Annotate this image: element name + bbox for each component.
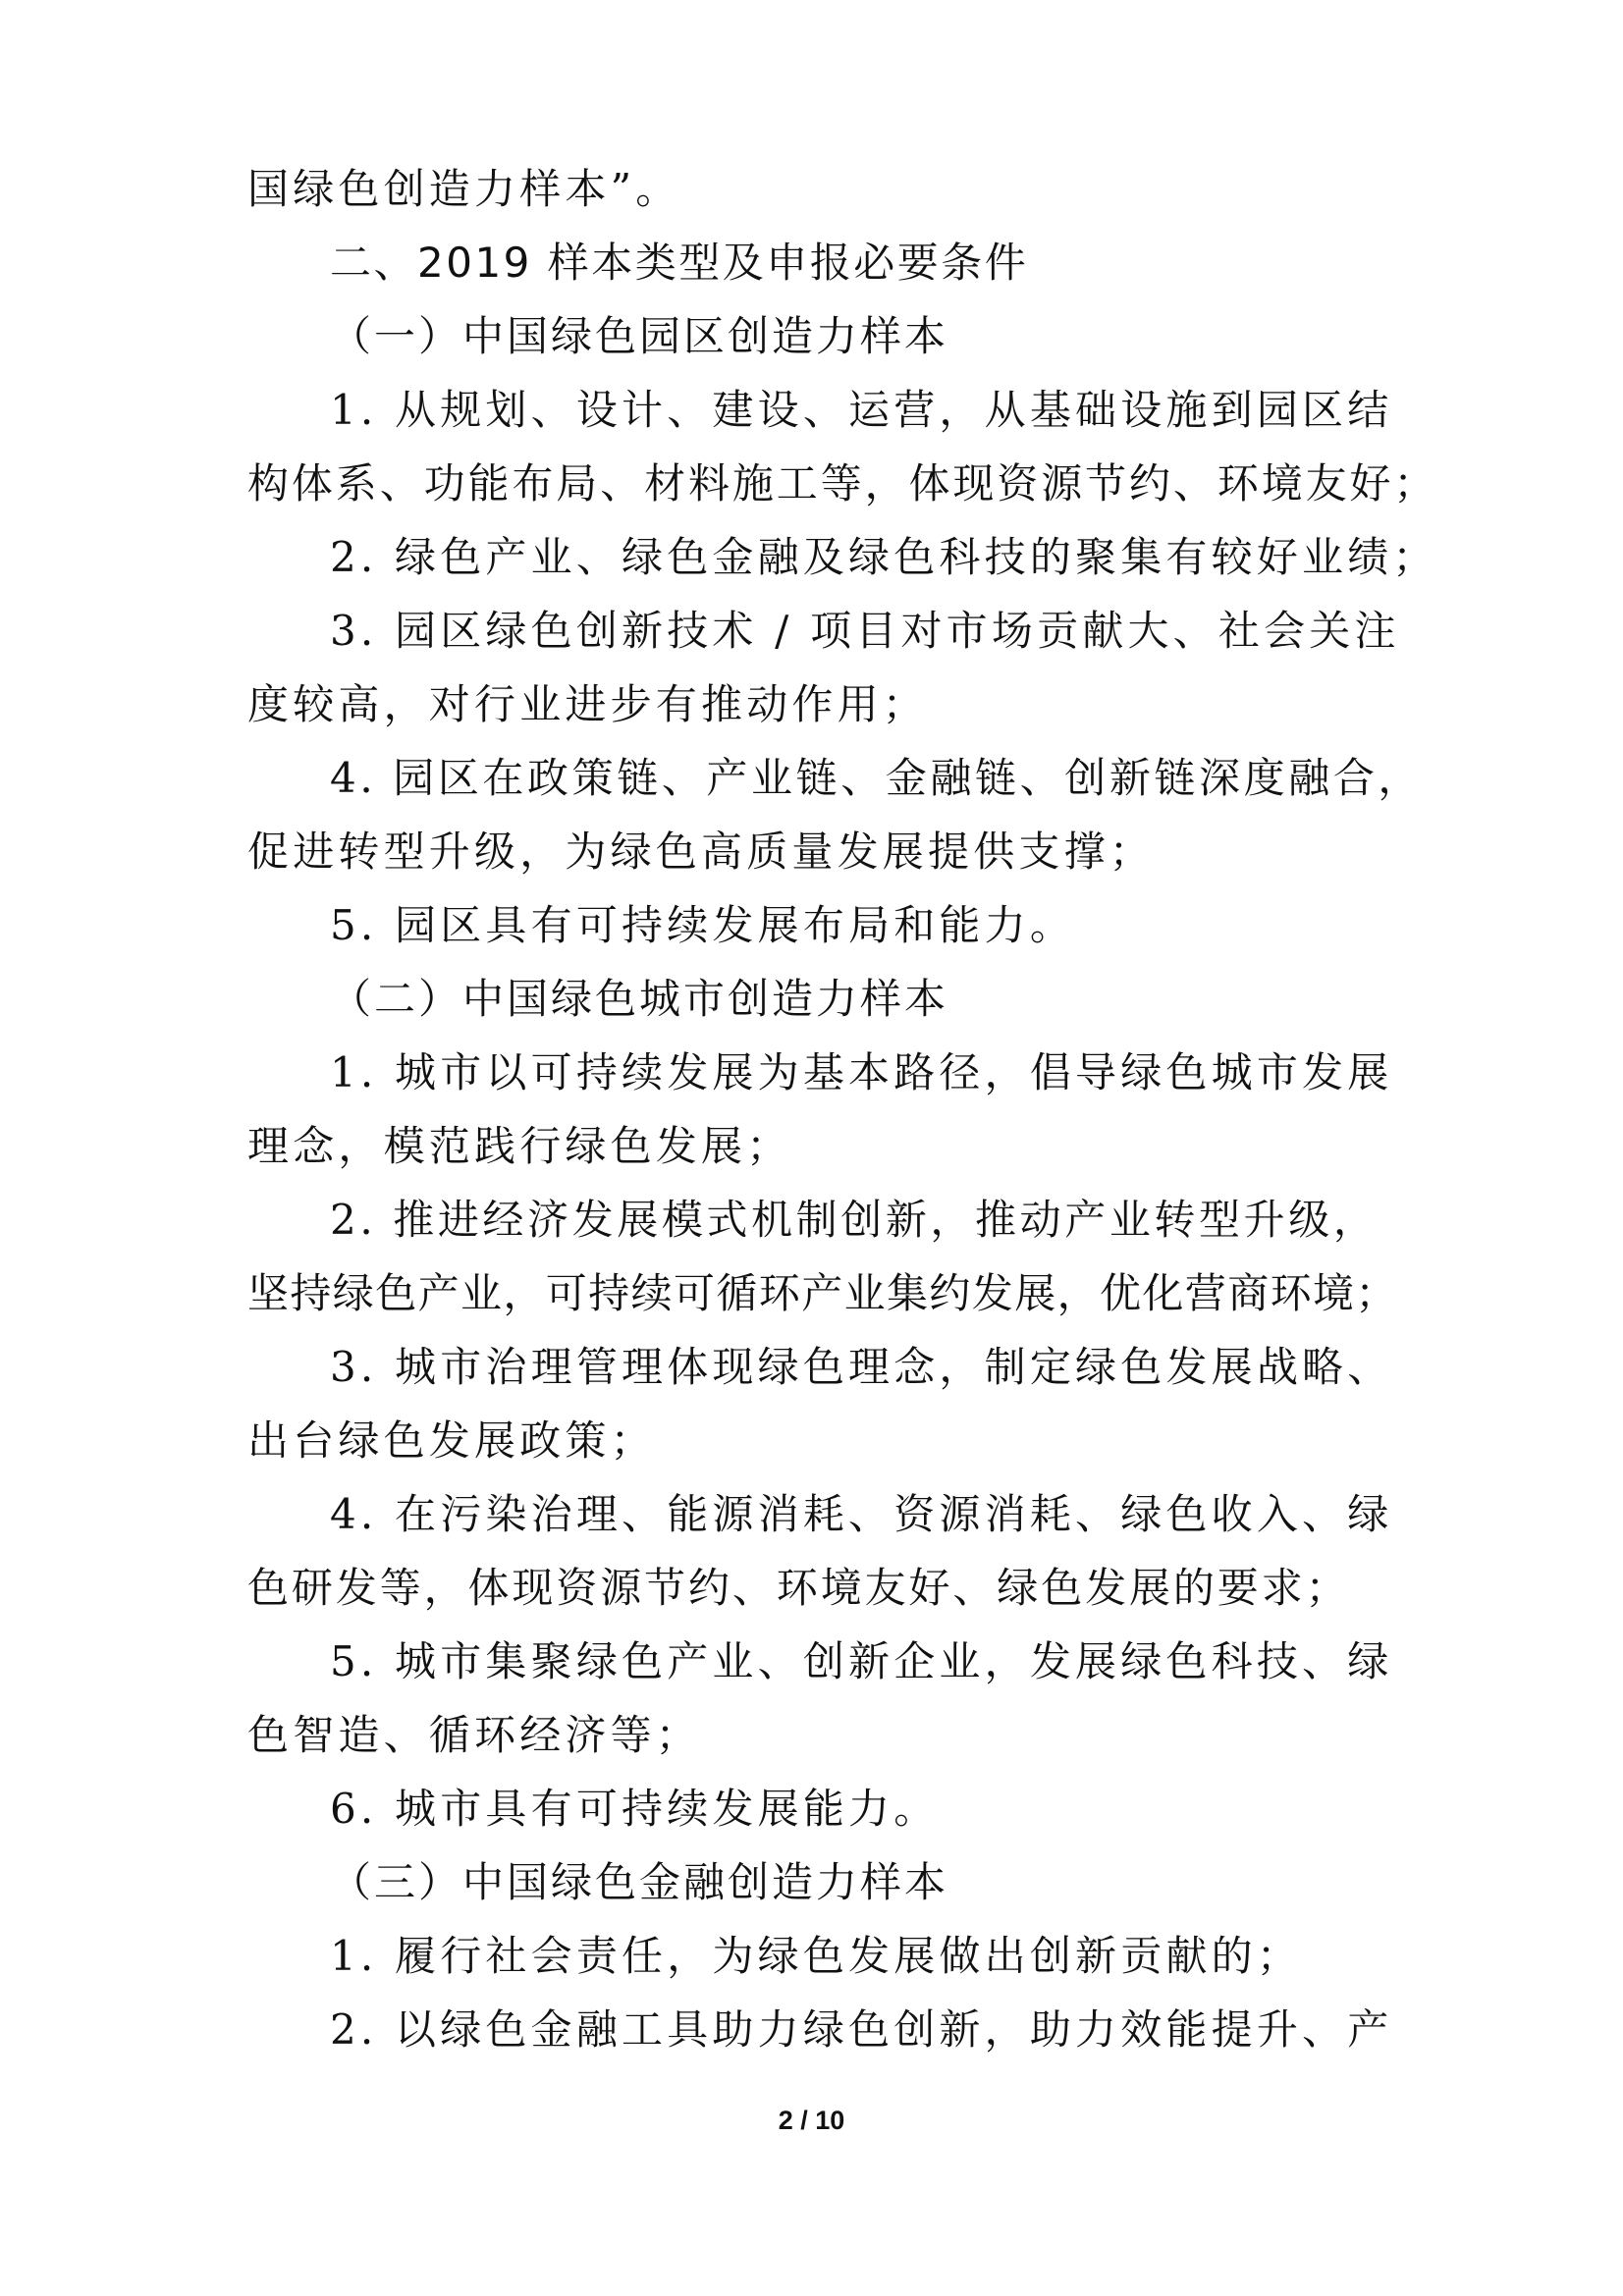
list-item: 6. 城市具有可持续发展能力。	[330, 1785, 940, 1833]
text-line: 坚持绿色产业，可持续可循环产业集约发展，优化营商环境；	[247, 1269, 1398, 1317]
subsection-heading: （三）中国绿色金融创造力样本	[330, 1858, 949, 1906]
text-line: 促进转型升级，为绿色高质量发展提供支撑；	[247, 828, 1156, 876]
list-item: 5. 城市集聚绿色产业、创新企业，发展绿色科技、绿	[330, 1637, 1393, 1685]
section-heading: 二、2019 样本类型及申报必要条件	[330, 239, 1029, 287]
list-item: 2. 以绿色金融工具助力绿色创新，助力效能提升、产	[330, 2005, 1393, 2054]
text-line: 色研发等，体现资源节约、环境友好、绿色发展的要求；	[247, 1564, 1350, 1612]
list-item: 3. 园区绿色创新技术 / 项目对市场贡献大、社会关注	[330, 607, 1400, 655]
list-item: 2. 绿色产业、绿色金融及绿色科技的聚集有较好业绩；	[330, 533, 1438, 581]
text-line: 度较高，对行业进步有推动作用；	[247, 680, 929, 728]
list-item: 5. 园区具有可持续发展布局和能力。	[330, 901, 1076, 949]
text-line: 理念，模范践行绿色发展；	[247, 1122, 792, 1170]
subsection-heading: （二）中国绿色城市创造力样本	[330, 975, 949, 1023]
list-item: 1. 履行社会责任，为绿色发展做出创新贡献的；	[330, 1932, 1303, 1980]
text-line: 出台绿色发展政策；	[247, 1416, 656, 1465]
list-item: 1. 从规划、设计、建设、运营，从基础设施到园区结	[330, 386, 1393, 434]
list-item: 1. 城市以可持续发展为基本路径，倡导绿色城市发展	[330, 1048, 1393, 1096]
text-line: 构体系、功能布局、材料施工等，体现资源节约、环境友好；	[247, 459, 1438, 507]
text-line: 国绿色创造力样本”。	[247, 165, 681, 213]
subsection-heading: （一）中国绿色园区创造力样本	[330, 312, 949, 360]
page-number: 2 / 10	[778, 2106, 845, 2135]
list-item: 4. 园区在政策链、产业链、金融链、创新链深度融合，	[330, 754, 1424, 802]
text-line: 色智造、循环经济等；	[247, 1711, 702, 1759]
list-item: 3. 城市治理管理体现绿色理念，制定绿色发展战略、	[330, 1343, 1393, 1391]
list-item: 4. 在污染治理、能源消耗、资源消耗、绿色收入、绿	[330, 1490, 1393, 1538]
list-item: 2. 推进经济发展模式机制创新，推动产业转型升级，	[330, 1196, 1379, 1244]
